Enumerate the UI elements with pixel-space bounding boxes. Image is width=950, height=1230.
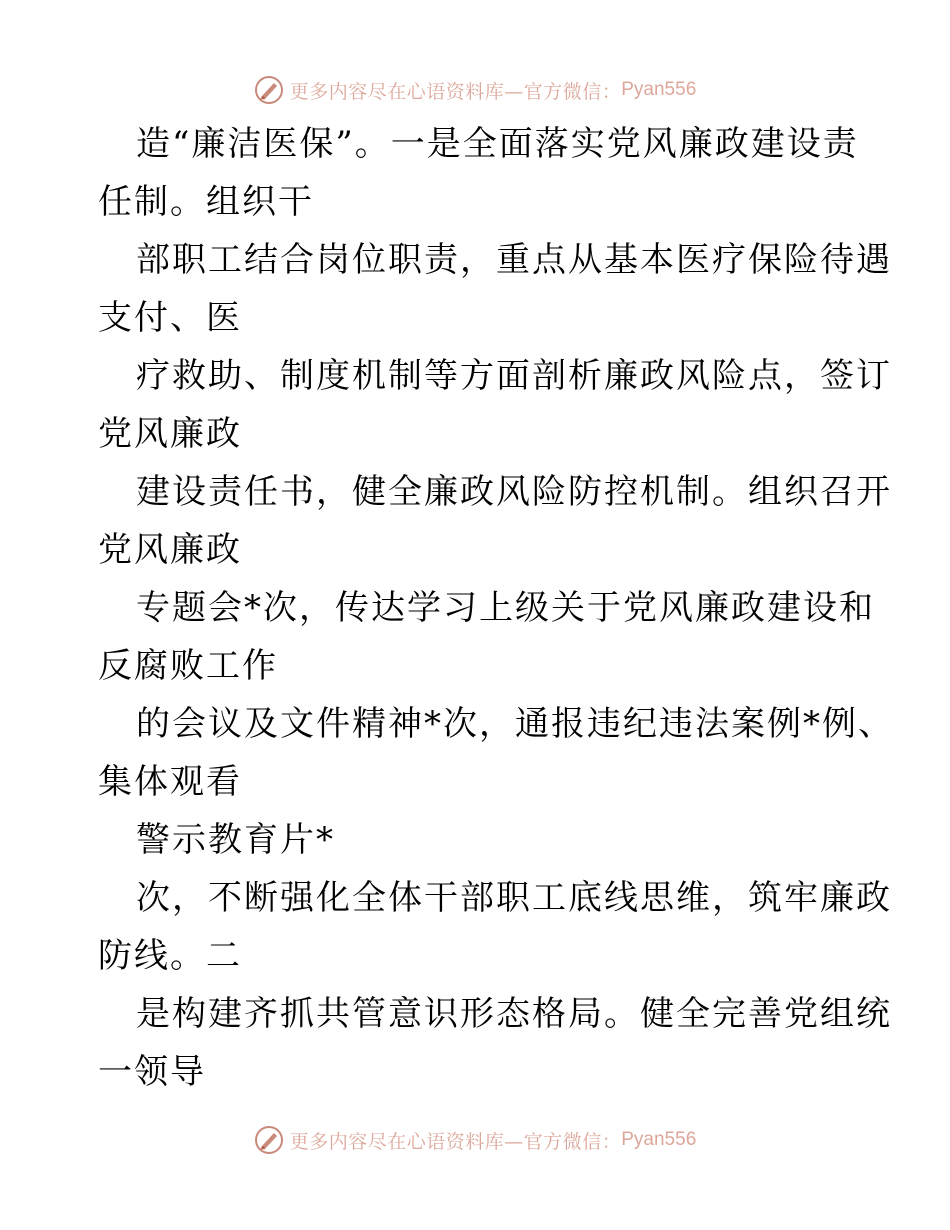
header-watermark <box>0 70 950 110</box>
paragraph <box>0 811 950 869</box>
paragraph <box>0 695 950 811</box>
paragraph <box>0 115 950 231</box>
paragraph-line-2: 反腐败工作 <box>98 646 278 686</box>
watermark-text: 更多内容尽在心语资料库—官方微信： <box>289 1130 622 1153</box>
pen-logo-icon <box>254 1125 284 1155</box>
paragraph-line-2: 一领导 <box>98 1052 206 1092</box>
footer-watermark <box>0 1120 950 1160</box>
paragraph <box>0 869 950 985</box>
paragraph-line-2: 集体观看 <box>98 762 242 802</box>
paragraph-line-1: 建设责任书，健全廉政风险防控机制。组织召开 <box>136 472 892 512</box>
paragraph-line-2: 防线。二 <box>98 936 242 976</box>
paragraph-line-1: 造“廉洁医保”。一是全面落实党风廉政建设责 <box>136 124 859 164</box>
paragraph-line-1: 警示教育片* <box>136 820 335 860</box>
paragraph <box>0 463 950 579</box>
paragraph-line-1: 的会议及文件精神*次，通报违纪违法案例*例、 <box>136 704 894 744</box>
paragraph-line-1: 是构建齐抓共管意识形态格局。健全完善党组统 <box>136 994 892 1034</box>
paragraph-line-2: 任制。组织干 <box>98 182 314 222</box>
paragraph <box>0 231 950 347</box>
document-body <box>0 115 950 1101</box>
paragraph-line-2: 党风廉政 <box>98 414 242 454</box>
watermark-text: 更多内容尽在心语资料库—官方微信： <box>289 80 622 103</box>
paragraph-line-1: 专题会*次，传达学习上级关于党风廉政建设和 <box>136 588 875 628</box>
paragraph-line-1: 次，不断强化全体干部职工底线思维，筑牢廉政 <box>136 878 892 918</box>
paragraph-line-2: 支付、医 <box>98 298 242 338</box>
watermark-wechat-id: Pyan556 <box>621 79 697 100</box>
paragraph-line-1: 疗救助、制度机制等方面剖析廉政风险点，签订 <box>136 356 892 396</box>
paragraph <box>0 579 950 695</box>
paragraph-line-1: 部职工结合岗位职责，重点从基本医疗保险待遇 <box>136 240 892 280</box>
paragraph <box>0 347 950 463</box>
paragraph-line-2: 党风廉政 <box>98 530 242 570</box>
watermark-wechat-id: Pyan556 <box>621 1129 697 1150</box>
pen-logo-icon <box>254 75 284 105</box>
paragraph <box>0 985 950 1101</box>
